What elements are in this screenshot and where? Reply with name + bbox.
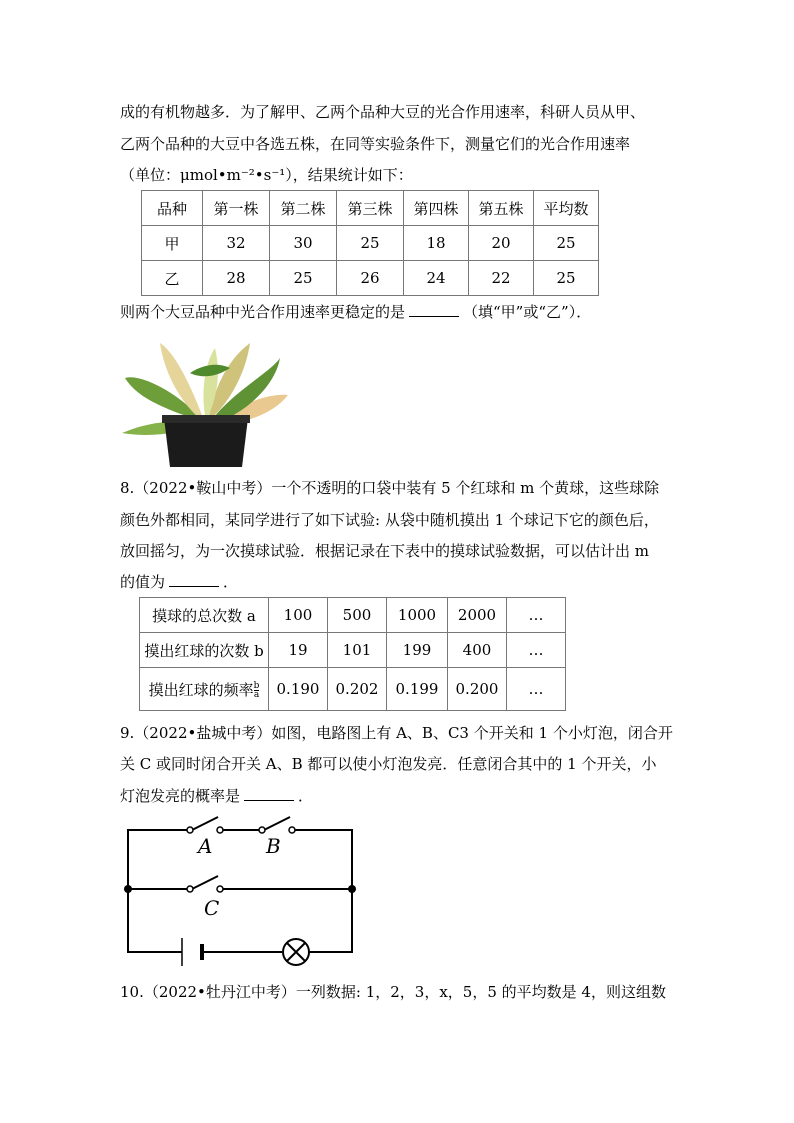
table-row	[140, 668, 566, 711]
switch-b-icon	[264, 817, 290, 830]
table-row	[142, 191, 599, 226]
p8-line1: 8.（2022•鞍山中考）一个不透明的口袋中装有 5 个红球和 m 个黄球，这些球除	[120, 479, 660, 497]
table-cell: 0.199	[387, 668, 448, 711]
table-cell: 甲	[142, 226, 203, 261]
p7-question	[120, 302, 591, 322]
plant-photo	[120, 333, 290, 467]
fraction-numerator: b	[253, 681, 260, 691]
answer-blank	[244, 786, 294, 801]
answer-blank	[409, 302, 459, 317]
table-row-label: 摸球的总次数 a	[140, 598, 269, 633]
table-cell: 24	[404, 261, 469, 296]
table-cell: 500	[328, 598, 387, 633]
table-cell: 2000	[448, 598, 507, 633]
p7-line1: 成的有机物越多．为了解甲、乙两个品种大豆的光合作用速率，科研人员从甲、	[120, 103, 646, 121]
table-cell: 乙	[142, 261, 203, 296]
p9-line3-text: 灯泡发亮的概率是	[120, 787, 241, 805]
table-header-cell: 平均数	[534, 191, 599, 226]
table-cell: 199	[387, 633, 448, 668]
pot-icon	[164, 418, 248, 467]
table-cell: 100	[269, 598, 328, 633]
table-cell: 19	[269, 633, 328, 668]
frequency-label: 摸出红球的频率	[148, 680, 254, 699]
table-header-cell: 第一株	[203, 191, 270, 226]
table-cell: 25	[270, 261, 337, 296]
table-row	[142, 226, 599, 261]
table-cell: 400	[448, 633, 507, 668]
p7-question-tail: （填“甲”或“乙”）．	[463, 303, 592, 321]
table-row-label: 摸出红球的次数 b	[140, 633, 269, 668]
p7-question-text: 则两个大豆品种中光合作用速率更稳定的是	[120, 303, 406, 321]
table-cell: 1000	[387, 598, 448, 633]
answer-blank	[169, 572, 219, 587]
p8-line4	[120, 572, 238, 592]
table-cell: 25	[337, 226, 404, 261]
p8-line4-text: 的值为	[120, 573, 166, 591]
p7-line3: （单位：μmol•m⁻²•s⁻¹），结果统计如下：	[120, 166, 413, 184]
table-cell: 26	[337, 261, 404, 296]
table-header-cell: 第五株	[469, 191, 534, 226]
switch-c-icon	[192, 876, 218, 889]
table-header-cell: 第二株	[270, 191, 337, 226]
switch-b-label: B	[266, 834, 281, 858]
table-cell: 22	[469, 261, 534, 296]
table-header-cell: 品种	[142, 191, 203, 226]
p9-line3	[120, 786, 313, 806]
p9-line3-tail: ．	[298, 787, 314, 805]
table-cell: …	[507, 668, 566, 711]
switch-a-label: A	[198, 834, 213, 858]
switch-a-icon	[192, 817, 218, 830]
table-cell: 0.200	[448, 668, 507, 711]
circuit-diagram	[120, 812, 365, 972]
p8-line2: 颜色外都相同，某同学进行了如下试验: 从袋中随机摸出 1 个球记下它的颜色后，	[120, 511, 659, 529]
fraction-denominator: a	[253, 690, 260, 700]
p8-line4-tail: ．	[223, 573, 239, 591]
table-cell: 28	[203, 261, 270, 296]
table-row	[142, 261, 599, 296]
p7-line2: 乙两个品种的大豆中各选五株，在同等实验条件下，测量它们的光合作用速率	[120, 135, 631, 153]
table-row-label	[140, 668, 269, 711]
table-header-cell: 第三株	[337, 191, 404, 226]
table-cell: 0.190	[269, 668, 328, 711]
p9-line2: 关 C 或同时闭合开关 A、B 都可以使小灯泡发亮．任意闭合其中的 1 个开关，小	[120, 755, 657, 773]
table-cell: …	[507, 633, 566, 668]
table-row	[140, 598, 566, 633]
p10-line1: 10.（2022•牡丹江中考）一列数据: 1，2，3，x，5，5 的平均数是 4，则这组数	[120, 983, 666, 1001]
switch-c-label: C	[204, 896, 220, 920]
p9-line1: 9.（2022•盐城中考）如图，电路图上有 A、B、C3 个开关和 1 个小灯泡，闭合开	[120, 724, 673, 742]
table-row	[140, 633, 566, 668]
table-cell: 32	[203, 226, 270, 261]
ball-draw-table	[139, 597, 566, 711]
p8-line3: 放回摇匀，为一次摸球试验．根据记录在下表中的摸球试验数据，可以估计出 m	[120, 542, 649, 560]
table-cell: 25	[534, 226, 599, 261]
table-cell: 0.202	[328, 668, 387, 711]
table-cell: 25	[534, 261, 599, 296]
table-cell: …	[507, 598, 566, 633]
table-cell: 30	[270, 226, 337, 261]
table-cell: 18	[404, 226, 469, 261]
fraction	[254, 682, 260, 699]
table-header-cell: 第四株	[404, 191, 469, 226]
table-cell: 101	[328, 633, 387, 668]
table-cell: 20	[469, 226, 534, 261]
photosynthesis-table	[141, 190, 599, 296]
